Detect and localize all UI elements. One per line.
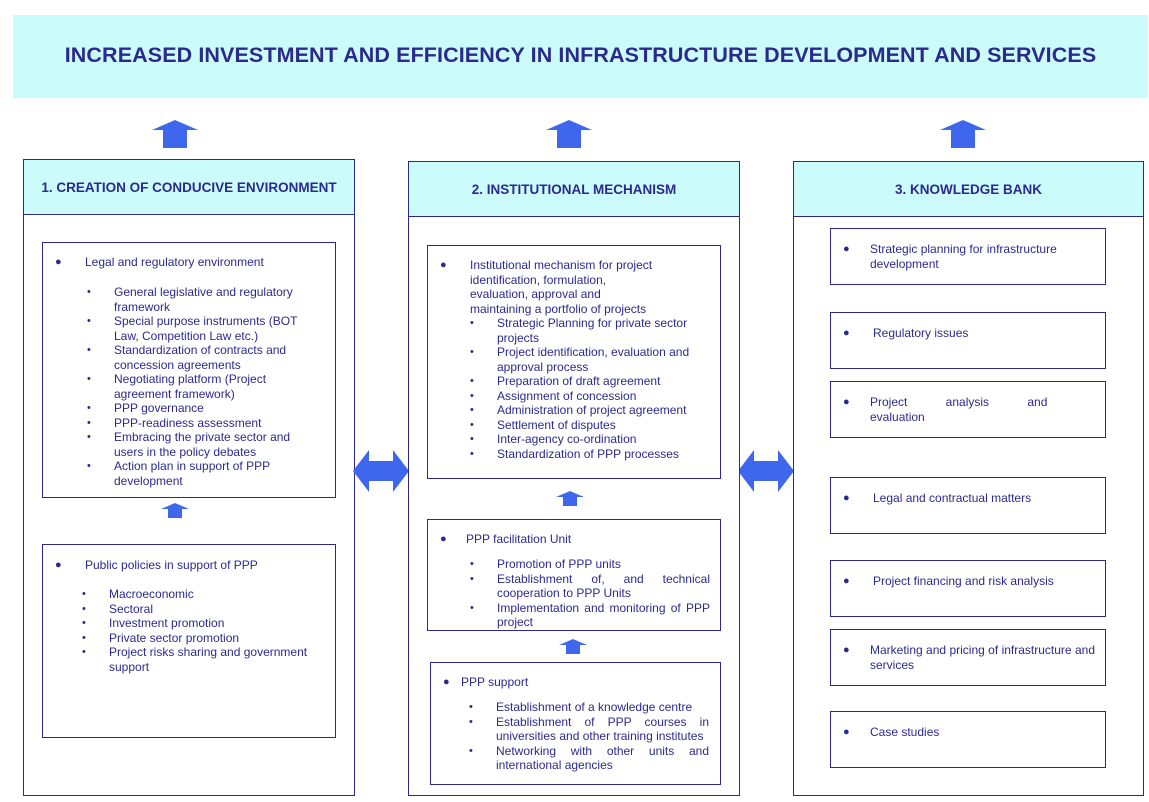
- banner: [13, 15, 1148, 98]
- kb-item-box: [830, 228, 1106, 285]
- institutional-mechanism-box: [427, 245, 721, 479]
- bullet-icon: ●: [843, 726, 850, 738]
- list-item: • Assignment of concession: [470, 389, 710, 404]
- bullet-icon: ●: [55, 559, 62, 571]
- list-item: • Administration of project agreement: [470, 403, 710, 418]
- list-item: • Negotiating platform (Project agreement framework): [87, 372, 309, 401]
- box-lead: PPP facilitation Unit: [466, 532, 572, 546]
- double-arrow-icon: [353, 449, 409, 493]
- column-header: 1. CREATION OF CONDUCIVE ENVIRONMENT: [24, 160, 354, 215]
- list-item: • Special purpose instruments (BOT Law, Competition Law etc.): [87, 314, 309, 343]
- list-item: • Establishment of a knowledge centre: [469, 700, 709, 715]
- bullet-icon: ●: [843, 243, 850, 255]
- list-item: • Standardization of contracts and concession agreements: [87, 343, 309, 372]
- list-item: • Project identification, evaluation and approval process: [470, 345, 710, 374]
- ppp-support-box: [430, 662, 721, 785]
- list-item: • Private sector promotion: [82, 631, 322, 646]
- bullet-icon: ●: [843, 492, 850, 504]
- column-knowledge-bank: [793, 161, 1144, 796]
- list-item: • Implementation and monitoring of PPP project: [470, 601, 710, 630]
- kb-item-label: Strategic planning for infrastructure development: [870, 242, 1057, 271]
- kb-item-label: Legal and contractual matters: [873, 491, 1032, 505]
- list-item: • Establishment of PPP courses in universities and other training institutes: [469, 715, 709, 744]
- banner-title: INCREASED INVESTMENT AND EFFICIENCY IN INFRASTRUCTURE DEVELOPMENT AND SERVICES: [64, 43, 1097, 67]
- up-arrow-icon: [160, 503, 190, 519]
- kb-item-box: [830, 312, 1106, 369]
- item-list: [87, 285, 309, 488]
- up-arrow-icon: [939, 120, 987, 149]
- kb-item-box: [830, 560, 1106, 617]
- list-item: • PPP-readiness assessment: [87, 416, 309, 431]
- kb-item-label: Project financing and risk analysis: [873, 574, 1054, 588]
- list-item: • Standardization of PPP processes: [470, 447, 710, 462]
- list-item: • Promotion of PPP units: [470, 557, 710, 572]
- list-item: • Establishment of, and technical cooperation to PPP Units: [470, 572, 710, 601]
- legal-regulatory-box: [42, 242, 336, 498]
- up-arrow-icon: [558, 639, 588, 655]
- column-header: 3. KNOWLEDGE BANK: [794, 162, 1143, 217]
- ppp-facilitation-box: [427, 519, 721, 631]
- list-item: • Macroeconomic: [82, 587, 322, 602]
- kb-item-label: Project analysis and evaluation: [870, 395, 1048, 424]
- up-arrow-icon: [555, 491, 585, 507]
- list-item: • Inter-agency co-ordination: [470, 432, 710, 447]
- list-item: • PPP governance: [87, 401, 309, 416]
- box-lead: Institutional mechanism for project identification, formulation, evaluation, approval and maintaining a portfolio of projects: [470, 258, 653, 316]
- item-list: [470, 316, 710, 461]
- list-item: • Strategic Planning for private sector projects: [470, 316, 710, 345]
- kb-item-label: Case studies: [870, 725, 940, 739]
- bullet-icon: ●: [440, 533, 447, 545]
- column-header: 2. INSTITUTIONAL MECHANISM: [409, 162, 739, 217]
- box-lead: Legal and regulatory environment: [85, 255, 264, 269]
- kb-item-box: [830, 629, 1106, 686]
- item-list: [469, 700, 709, 773]
- bullet-icon: ●: [443, 676, 450, 688]
- box-lead: Public policies in support of PPP: [85, 558, 258, 572]
- bullet-icon: ●: [55, 256, 62, 268]
- list-item: • Sectoral: [82, 602, 322, 617]
- kb-item-box: [830, 381, 1106, 438]
- box-lead: PPP support: [461, 675, 529, 689]
- kb-item-label: Marketing and pricing of infrastructure and services: [870, 643, 1095, 672]
- kb-item-box: [830, 711, 1106, 768]
- up-arrow-icon: [545, 120, 593, 149]
- list-item: • Embracing the private sector and users in the policy debates: [87, 430, 309, 459]
- list-item: • Networking with other units and international agencies: [469, 744, 709, 773]
- item-list: [470, 557, 710, 630]
- list-item: • Action plan in support of PPP development: [87, 459, 309, 488]
- bullet-icon: ●: [843, 575, 850, 587]
- double-arrow-icon: [738, 449, 794, 493]
- list-item: • Investment promotion: [82, 616, 322, 631]
- bullet-icon: ●: [843, 396, 850, 408]
- kb-item-label: Regulatory issues: [873, 326, 969, 340]
- column-conducive-environment: [23, 159, 355, 796]
- item-list: [82, 587, 322, 674]
- kb-item-box: [830, 477, 1106, 534]
- bullet-icon: ●: [440, 259, 447, 271]
- public-policies-box: [42, 544, 336, 738]
- list-item: • Project risks sharing and government support: [82, 645, 322, 674]
- bullet-icon: ●: [843, 644, 850, 656]
- list-item: • General legislative and regulatory framework: [87, 285, 309, 314]
- up-arrow-icon: [151, 120, 199, 149]
- list-item: • Settlement of disputes: [470, 418, 710, 433]
- list-item: • Preparation of draft agreement: [470, 374, 710, 389]
- bullet-icon: ●: [843, 327, 850, 339]
- column-institutional-mechanism: [408, 161, 740, 796]
